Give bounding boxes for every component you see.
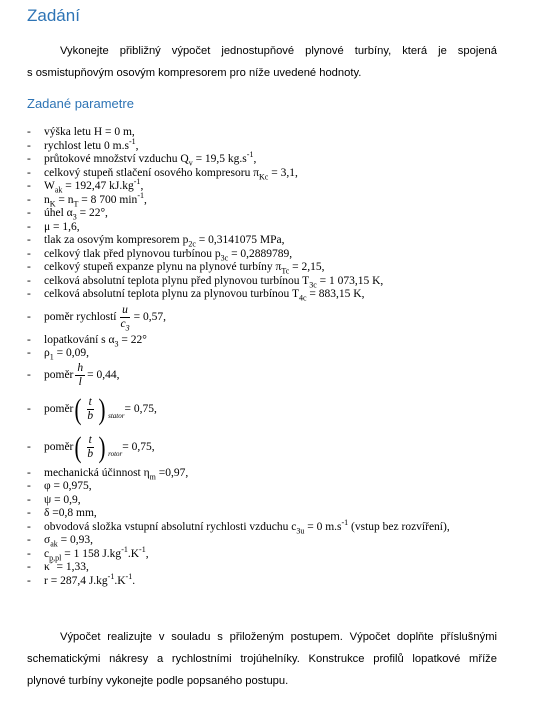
list-item: - poměr ( $\frac{t}{b}$ ) stator = 0,75,: [27, 392, 157, 426]
bracketed-fraction: ( $\frac{t}{b}$ ) rotor: [74, 430, 123, 464]
list-item: - μ = 1,6,: [27, 220, 80, 233]
list-item: - $c_{p,pl} = 1$ 158 $J.kg^{-1}.K^{-1}$,: [27, 544, 149, 562]
list-item: - $n_K = n_T = 8$ 700 $\min^{-1}$,: [27, 190, 147, 208]
list-item: - $\rho_1 = 0,09$,: [27, 347, 89, 362]
list-item: - lopatkování s $\alpha_3 = 22^\circ$: [27, 333, 147, 348]
list-item: - mechanická účinnost $\eta_m =0,97$,: [27, 466, 189, 481]
list-item: - δ =0,8 mm,: [27, 507, 97, 519]
bullet-dash: -: [27, 126, 31, 138]
list-item: - obvodová složka vstupní absolutní rychlosti vzduchu $c_{3u} = 0$ $m.s^{-1}$ (vstup bez rozvíření),: [27, 517, 450, 535]
list-item: - poměr ( $\frac{t}{b}$ ) rotor = 0,75,: [27, 430, 155, 464]
list-item: - celkový stupeň expanze plynu na plynové turbíny $\pi_{Tc} = 2,15$,: [27, 261, 325, 276]
list-item: - celkový stupeň stlačení osového kompresoru $\pi_{Kc} = 3,1$,: [27, 166, 298, 181]
list-item: - r = 287,4 $J.kg^{-1}.K^{-1}$.: [27, 571, 136, 587]
params-heading: Zadané parametre: [27, 96, 134, 111]
bracketed-fraction: ( $\frac{t}{b}$ ) stator: [74, 392, 125, 426]
list-item: - κ´ = 1,33,: [27, 561, 89, 573]
list-item: - poměr $\frac{h}{l}$ = 0,44,: [27, 362, 120, 388]
list-item: - celková absolutní teplota plynu před plynovou turbínou $T_{3c} = 1$ 073,15 K,: [27, 274, 384, 289]
list-item: - průtokové množství vzduchu $Q_v = 19,5$ $kg.s^{-1}$,: [27, 150, 257, 168]
list-item: - rychlost letu 0 $m.s^{-1}$,: [27, 136, 139, 152]
outro-paragraph: [27, 626, 497, 692]
outro-line-3: plynové turbíny vykonejte podle popsaného postupu.: [27, 675, 289, 687]
list-item: - celkový tlak před plynovou turbínou $p_{3c} = 0,2889789$,: [27, 247, 293, 262]
list-item: - tlak za osovým kompresorem $p_{2c} = 0,3141075$ MPa,: [27, 234, 285, 249]
intro-paragraph: [27, 40, 497, 84]
list-item: - $\sigma_{ak} = 0,93$,: [27, 534, 94, 549]
outro-line-1: Výpočet realizujte v souladu s přiloženým postupem. Výpočet doplňte příslušnými: [60, 631, 497, 643]
list-item: - poměr rychlostí $\frac{u}{c_3}$ = 0,57,: [27, 304, 166, 333]
intro-line-1: Vykonejte přibližný výpočet jednostupňové plynové turbíny, která je spojená: [60, 45, 497, 57]
list-item: - celková absolutní teplota plynu za plynovou turbínou $T_{4c} = 883,15$ K,: [27, 288, 365, 303]
parameter-list: [27, 126, 450, 588]
outro-line-2: schematickými nákresy a rychlostními trojúhelníky. Konstrukce profilů lopatkové mříže: [27, 653, 497, 665]
list-item: - φ = 0,975,: [27, 480, 92, 492]
fraction: $\frac{u}{c_3}$: [120, 304, 130, 333]
section-title: Zadání: [27, 6, 80, 25]
list-item: - ψ = 0,9,: [27, 493, 81, 506]
list-item: - výška letu H = 0 m,: [27, 126, 135, 138]
fraction: $\frac{h}{l}$: [77, 362, 84, 388]
list-item: - úhel $\alpha_3 = 22^\circ$,: [27, 207, 108, 222]
intro-line-2: s osmistupňovým osovým kompresorem pro níže uvedené hodnoty.: [27, 67, 362, 79]
list-item: - $W_{ak} = 192,47$ $kJ.kg^{-1}$,: [27, 177, 144, 195]
